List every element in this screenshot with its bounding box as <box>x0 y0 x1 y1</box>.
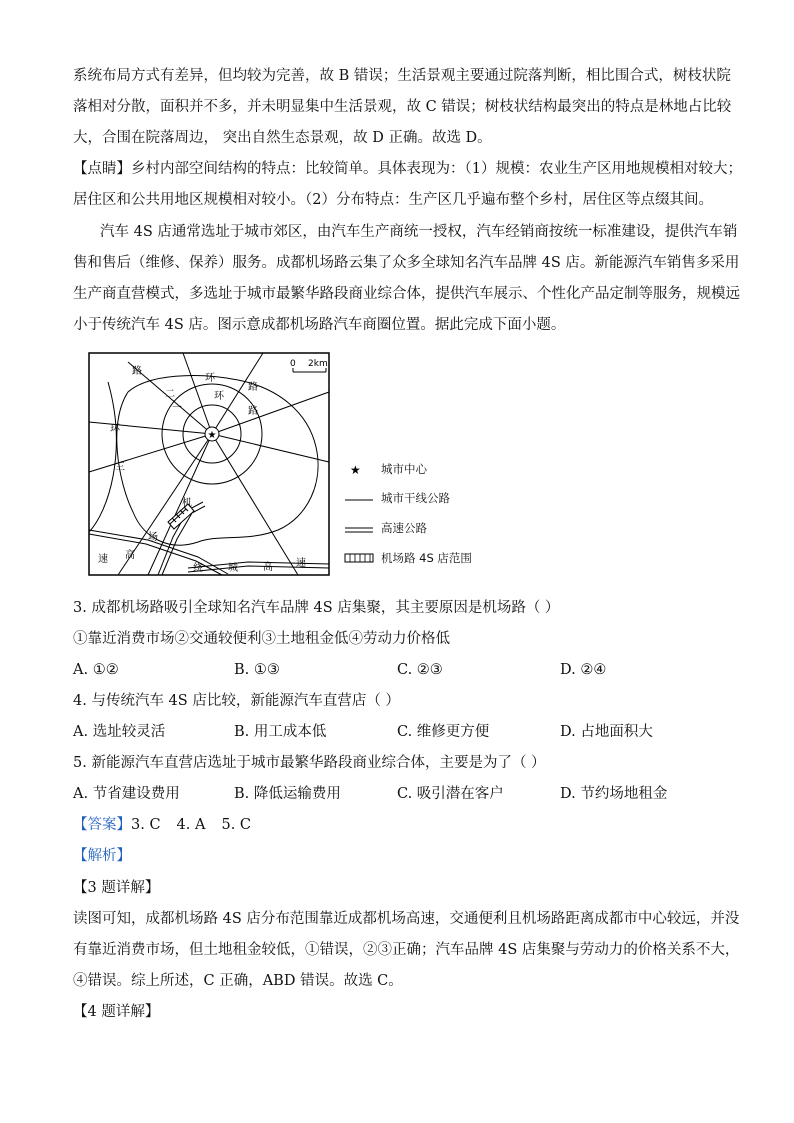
q4-option-a[interactable]: A. 选址较灵活 <box>73 724 166 740</box>
svg-text:速: 速 <box>98 554 108 565</box>
legend-star-icon: ★ <box>350 463 361 477</box>
scale-zero: 0 <box>290 359 296 369</box>
answer-5: 5. C <box>221 817 252 833</box>
q3-option-a[interactable]: A. ①② <box>73 662 119 678</box>
svg-text:速: 速 <box>296 558 306 569</box>
q3-sub: ①靠近消费市场②交通较便利③土地租金低④劳动力价格低 <box>73 631 450 647</box>
passage-line-3: 生产商直营模式，多选址于城市最繁华路段商业综合体，提供汽车展示、个性化产品定制等服务，规模远 <box>73 286 740 302</box>
tip-label: 【点睛】 <box>73 161 131 177</box>
scale-label: 2km <box>308 359 328 369</box>
q5-option-d[interactable]: D. 节约场地租金 <box>560 786 668 802</box>
svg-text:场: 场 <box>148 532 158 543</box>
svg-text:三: 三 <box>115 462 125 473</box>
legend-highway-label: 高速公路 <box>381 521 427 535</box>
q5-option-c[interactable]: C. 吸引潜在客户 <box>397 786 504 802</box>
legend-zone-label: 机场路 4S 店范围 <box>381 551 472 565</box>
q4-option-c[interactable]: C. 维修更方便 <box>397 724 490 740</box>
detail4-label: 【4 题详解】 <box>73 1004 160 1020</box>
q4-option-d[interactable]: D. 占地面积大 <box>560 724 653 740</box>
passage-line-4: 小于传统汽车 4S 店。图示意成都机场路汽车商圈位置。据此完成下面小题。 <box>73 317 566 333</box>
text-line-1: 系统布局方式有差异，但均较为完善，故 B 错误；生活景观主要通过院落判断，相比围合式，树枝状院 <box>73 68 731 84</box>
svg-text:路: 路 <box>248 382 258 393</box>
svg-text:高: 高 <box>125 550 135 561</box>
svg-text:二: 二 <box>165 389 175 400</box>
answer-4: 4. A <box>176 817 206 833</box>
q4-option-b[interactable]: B. 用工成本低 <box>234 724 327 740</box>
tip-line-2: 居住区和公共用地区规模相对较小。（2）分布特点：生产区几乎遍布整个乡村，居住区等点缀其间。 <box>73 192 713 208</box>
text-line-2: 落相对分散，面积并不多，并未明显集中生活景观，故 C 错误；树枝状结构最突出的特点是林地占比较 <box>73 99 732 115</box>
tip-line-1 <box>73 159 742 179</box>
detail3-line-1: 读图可知，成都机场路 4S 店分布范围靠近成都机场高速，交通便利且机场路距离成都市中心较远，并没 <box>73 911 740 927</box>
detail3-line-3: ④错误。综上所述，C 正确，ABD 错误。故选 C。 <box>73 973 403 989</box>
tip-text-1: 乡村内部空间结构的特点：比较简单。具体表现为：（1）规模：农业生产区用地规模相对较大； <box>131 161 742 177</box>
chengdu-map <box>88 352 488 580</box>
svg-text:环: 环 <box>110 424 120 435</box>
svg-text:高: 高 <box>263 562 273 573</box>
svg-text:路: 路 <box>248 406 258 417</box>
legend-trunk-label: 城市干线公路 <box>381 491 450 505</box>
q3-option-b[interactable]: B. ①③ <box>234 662 280 678</box>
svg-text:环: 环 <box>205 373 215 384</box>
answer-3: 3. C <box>131 817 161 833</box>
q3-option-d[interactable]: D. ②④ <box>560 662 607 678</box>
detail3-line-2: 有靠近消费市场，但土地租金较低，①错误，②③正确；汽车品牌 4S 店集聚与劳动力的价格关系不大， <box>73 942 740 958</box>
text-line-3: 大，合围在院落周边， 突出自然生态景观，故 D 正确。故选 D。 <box>73 130 492 146</box>
q5-option-b[interactable]: B. 降低运输费用 <box>234 786 341 802</box>
q5-stem: 5. 新能源汽车直营店选址于城市最繁华路段商业综合体，主要是为了（ ） <box>73 755 546 771</box>
passage-line-1: 汽车 4S 店通常选址于城市郊区，由汽车生产商统一授权，汽车经销商按统一标准建设，提供汽车销 <box>100 224 738 240</box>
svg-text:机: 机 <box>182 498 192 509</box>
answer-label: 【答案】 <box>73 817 131 833</box>
answer-line <box>73 815 251 835</box>
map-frame <box>89 353 329 575</box>
city-center-star: ★ <box>207 430 217 441</box>
legend-center-label: 城市中心 <box>381 462 427 476</box>
svg-text:绕: 绕 <box>193 563 203 574</box>
q5-option-a[interactable]: A. 节省建设费用 <box>73 786 180 802</box>
legend-zone-icon <box>345 554 373 562</box>
detail3-label: 【3 题详解】 <box>73 880 160 896</box>
svg-text:一: 一 <box>172 403 182 414</box>
q3-stem: 3. 成都机场路吸引全球知名汽车品牌 4S 店集聚，其主要原因是机场路（ ） <box>73 600 560 616</box>
svg-text:城: 城 <box>228 563 238 574</box>
q4-stem: 4. 与传统汽车 4S 店比较，新能源汽车直营店（ ） <box>73 693 400 709</box>
legend-symbols <box>345 463 373 562</box>
svg-text:路: 路 <box>132 366 142 377</box>
q3-option-c[interactable]: C. ②③ <box>397 662 443 678</box>
passage-line-2: 售和售后（维修、保养）服务。成都机场路云集了众多全球知名汽车品牌 4S 店。新能源汽车销售多采用 <box>73 255 740 271</box>
svg-text:环: 环 <box>214 391 224 402</box>
analysis-label: 【解析】 <box>73 848 131 864</box>
